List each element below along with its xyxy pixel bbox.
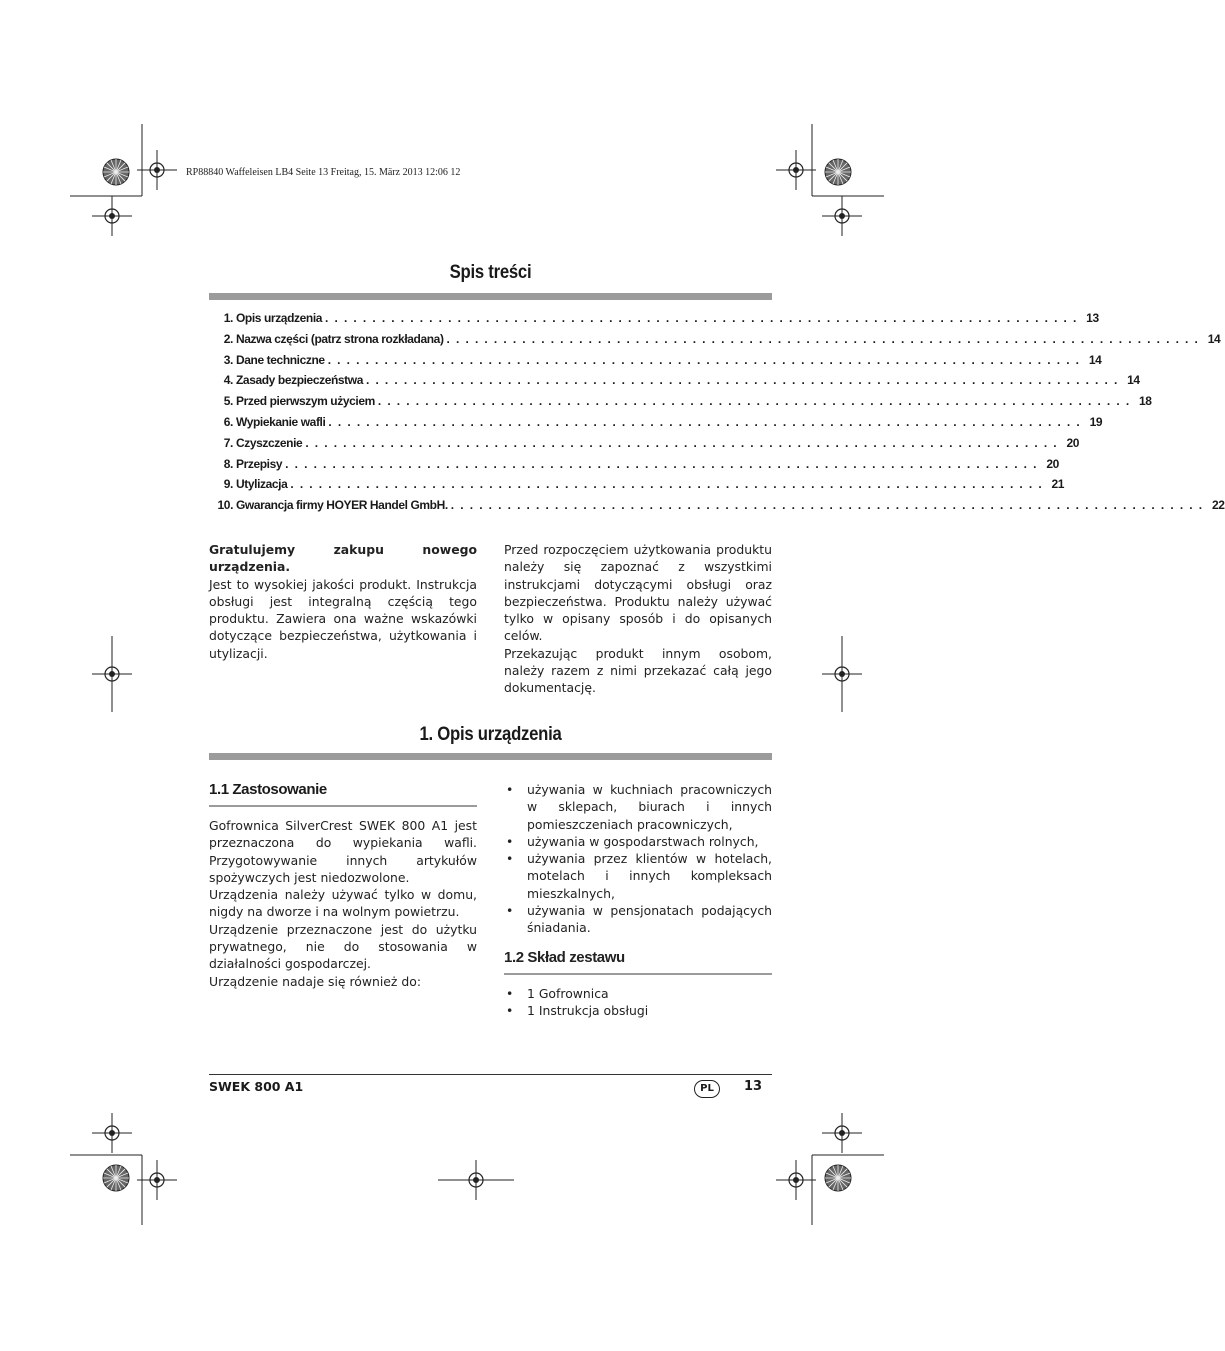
list-item: • 1 Instrukcja obsługi (504, 1002, 772, 1019)
toc-leader-dots: . . . . . . . . . . . . . . . . . . . . . . . . . . . . . . . . . . . . . . . . . . . . . . . . . . . . . . . . . . . . . . . . . . . . . . . . . . . . . . . . (366, 373, 1119, 388)
toc-title-bar (209, 293, 772, 300)
toc-entry-page: 18 (1139, 394, 1152, 409)
footer-model: SWEK 800 A1 (209, 1079, 304, 1094)
list-item: • 1 Gofrownica (504, 985, 772, 1002)
subsection-body (209, 817, 477, 990)
toc-entry-title: Utylizacja (236, 477, 288, 492)
toc-entry[interactable] (209, 477, 1065, 498)
intro-right-p1: Przed rozpoczęciem użytkowania produktu należy się zapoznać z wszystkimi instrukcjami dotyczącymi obsługi oraz bezpieczeństwa. Produktu należy używać tylko w opisany sposób i do opisanych celów. (504, 542, 772, 644)
toc-entry-number: 3. (223, 352, 233, 367)
subsection-1-1 (209, 781, 477, 990)
intro-left (209, 541, 477, 662)
print-slug: RP88840 Waffeleisen LB4 Seite 13 Freitag, 15. März 2013 12:06 12 (186, 167, 461, 178)
paragraph: Urządzenie przeznaczone jest do użytku prywatnego, nie do stosowania w działalności gospodarczej. (209, 921, 477, 972)
toc-entry[interactable] (209, 352, 1102, 374)
toc-entry[interactable] (209, 373, 1140, 394)
toc-entry-page: 14 (1207, 331, 1221, 346)
toc-entry-title: Gwarancja firmy HOYER Handel GmbH. (236, 498, 448, 513)
toc-entry[interactable] (209, 331, 1221, 353)
toc-leader-dots: . . . . . . . . . . . . . . . . . . . . . . . . . . . . . . . . . . . . . . . . . . . . . . . . . . . . . . . . . . . . . . . . . . . . . . . . . . . . . . . . (377, 394, 1131, 409)
section-title: 1. Opis urządzenia (419, 724, 562, 745)
toc-leader-dots: . . . . . . . . . . . . . . . . . . . . . . . . . . . . . . . . . . . . . . . . . . . . . . . . . . . . . . . . . . . . . . . . . . . . . . . . . . . . . . . . (305, 435, 1059, 450)
toc-entry-title: Zasady bezpieczeństwa (236, 373, 363, 388)
toc-leader-dots: . . . . . . . . . . . . . . . . . . . . . . . . . . . . . . . . . . . . . . . . . . . . . . . . . . . . . . . . . . . . . . . . . . . . . . . . . . . . . . . . (325, 311, 1078, 325)
paragraph: Urządzenia należy używać tylko w domu, nigdy na dworze i na wolnym powietrzu. (209, 887, 477, 920)
intro-left-body: Jest to wysokiej jakości produkt. Instrukcja obsługi jest integralną częścią tego produktu. Zawiera ona ważne wskazówki dotyczące bezpieczeństwa, użytkowania i utylizacji. (209, 576, 477, 661)
footer-rule (209, 1074, 772, 1075)
toc-entry-number: 10. (217, 498, 233, 513)
toc-entry-number: 4. (223, 373, 233, 388)
toc-entry-page: 20 (1046, 456, 1059, 471)
toc-entry-title: Przepisy (236, 456, 283, 471)
paragraph: Urządzenie nadaje się również do: (209, 973, 421, 989)
toc-entry-title: Nazwa części (patrz strona rozkładana) (236, 331, 444, 346)
subsection-title: 1.2 Skład zestawu (504, 948, 625, 966)
toc-entry-page: 22 (1211, 498, 1225, 513)
language-badge: PL (694, 1080, 720, 1098)
toc-entry-title: Dane techniczne (236, 352, 325, 367)
list-item: • używania w pensjonatach podających śniadania. (504, 902, 772, 937)
toc-entry[interactable] (209, 394, 1152, 415)
table-of-contents (209, 311, 1225, 519)
toc-leader-dots: . . . . . . . . . . . . . . . . . . . . . . . . . . . . . . . . . . . . . . . . . . . . . . . . . . . . . . . . . . . . . . . . . . . . . . . . . . . . . . . . (450, 498, 1204, 513)
toc-entry-number: 9. (223, 477, 233, 492)
intro-right-p2: Przekazując produkt innym osobom, należy razem z nimi przekazać całą jego dokumentację. (504, 645, 772, 696)
toc-entry-title: Czyszczenie (236, 435, 303, 450)
toc-entry-number: 1. (223, 311, 233, 325)
toc-entry-page: 21 (1051, 477, 1065, 492)
toc-entry-title: Wypiekanie wafli (236, 414, 326, 429)
toc-leader-dots: . . . . . . . . . . . . . . . . . . . . . . . . . . . . . . . . . . . . . . . . . . . . . . . . . . . . . . . . . . . . . . . . . . . . . . . . . . . . . . . . (446, 331, 1200, 346)
list-item: • używania przez klientów w hotelach, motelach i innych kompleksach mieszkalnych, (504, 850, 772, 902)
toc-entry[interactable] (209, 498, 1225, 519)
toc-entry-page: 13 (1086, 311, 1099, 325)
section-title-bar (209, 753, 772, 760)
intro-right (504, 541, 772, 697)
toc-leader-dots: . . . . . . . . . . . . . . . . . . . . . . . . . . . . . . . . . . . . . . . . . . . . . . . . . . . . . . . . . . . . . . . . . . . . . . . . . . . . . . . . (328, 414, 1082, 429)
toc-entry[interactable] (209, 414, 1103, 436)
toc-entry-page: 14 (1088, 352, 1102, 367)
intro-lead: Gratulujemy zakupu nowego urządzenia. (209, 542, 477, 575)
page-number: 13 (744, 1079, 763, 1094)
toc-entry-title: Opis urządzenia (236, 311, 323, 325)
toc-entry-number: 7. (223, 435, 233, 450)
uses-list (504, 781, 772, 937)
contents-list (504, 985, 772, 1020)
toc-entry-number: 2. (223, 331, 233, 346)
toc-entry-number: 5. (223, 394, 233, 409)
toc-entry-page: 19 (1089, 414, 1103, 429)
subsection-rule (209, 805, 477, 807)
toc-title: Spis treści (449, 262, 532, 283)
toc-entry[interactable] (209, 311, 1099, 332)
toc-entry-title: Przed pierwszym użyciem (236, 394, 375, 409)
paragraph: Gofrownica SilverCrest SWEK 800 A1 jest przeznaczona do wypiekania wafli. Przygotowywanie innych artykułów spożywczych jest niedozwolone. (209, 818, 477, 885)
toc-entry-page: 14 (1127, 373, 1140, 388)
subsection-rule (504, 973, 772, 975)
list-item: • używania w gospodarstwach rolnych, (504, 833, 772, 850)
subsection-title: 1.1 Zastosowanie (209, 781, 327, 798)
toc-entry-number: 8. (223, 456, 233, 471)
toc-entry[interactable] (209, 456, 1059, 478)
toc-leader-dots: . . . . . . . . . . . . . . . . . . . . . . . . . . . . . . . . . . . . . . . . . . . . . . . . . . . . . . . . . . . . . . . . . . . . . . . . . . . . . . . . (327, 352, 1081, 367)
uses-column (504, 781, 772, 1020)
toc-entry[interactable] (209, 435, 1080, 457)
list-item: • używania w kuchniach pracowniczych w sklepach, biurach i innych pomieszczeniach pracowniczych, (504, 781, 772, 833)
toc-leader-dots: . . . . . . . . . . . . . . . . . . . . . . . . . . . . . . . . . . . . . . . . . . . . . . . . . . . . . . . . . . . . . . . . . . . . . . . . . . . . . . . . (290, 477, 1044, 492)
toc-leader-dots: . . . . . . . . . . . . . . . . . . . . . . . . . . . . . . . . . . . . . . . . . . . . . . . . . . . . . . . . . . . . . . . . . . . . . . . . . . . . . . . . (285, 456, 1038, 471)
toc-entry-number: 6. (223, 414, 233, 429)
toc-entry-page: 20 (1066, 435, 1080, 450)
